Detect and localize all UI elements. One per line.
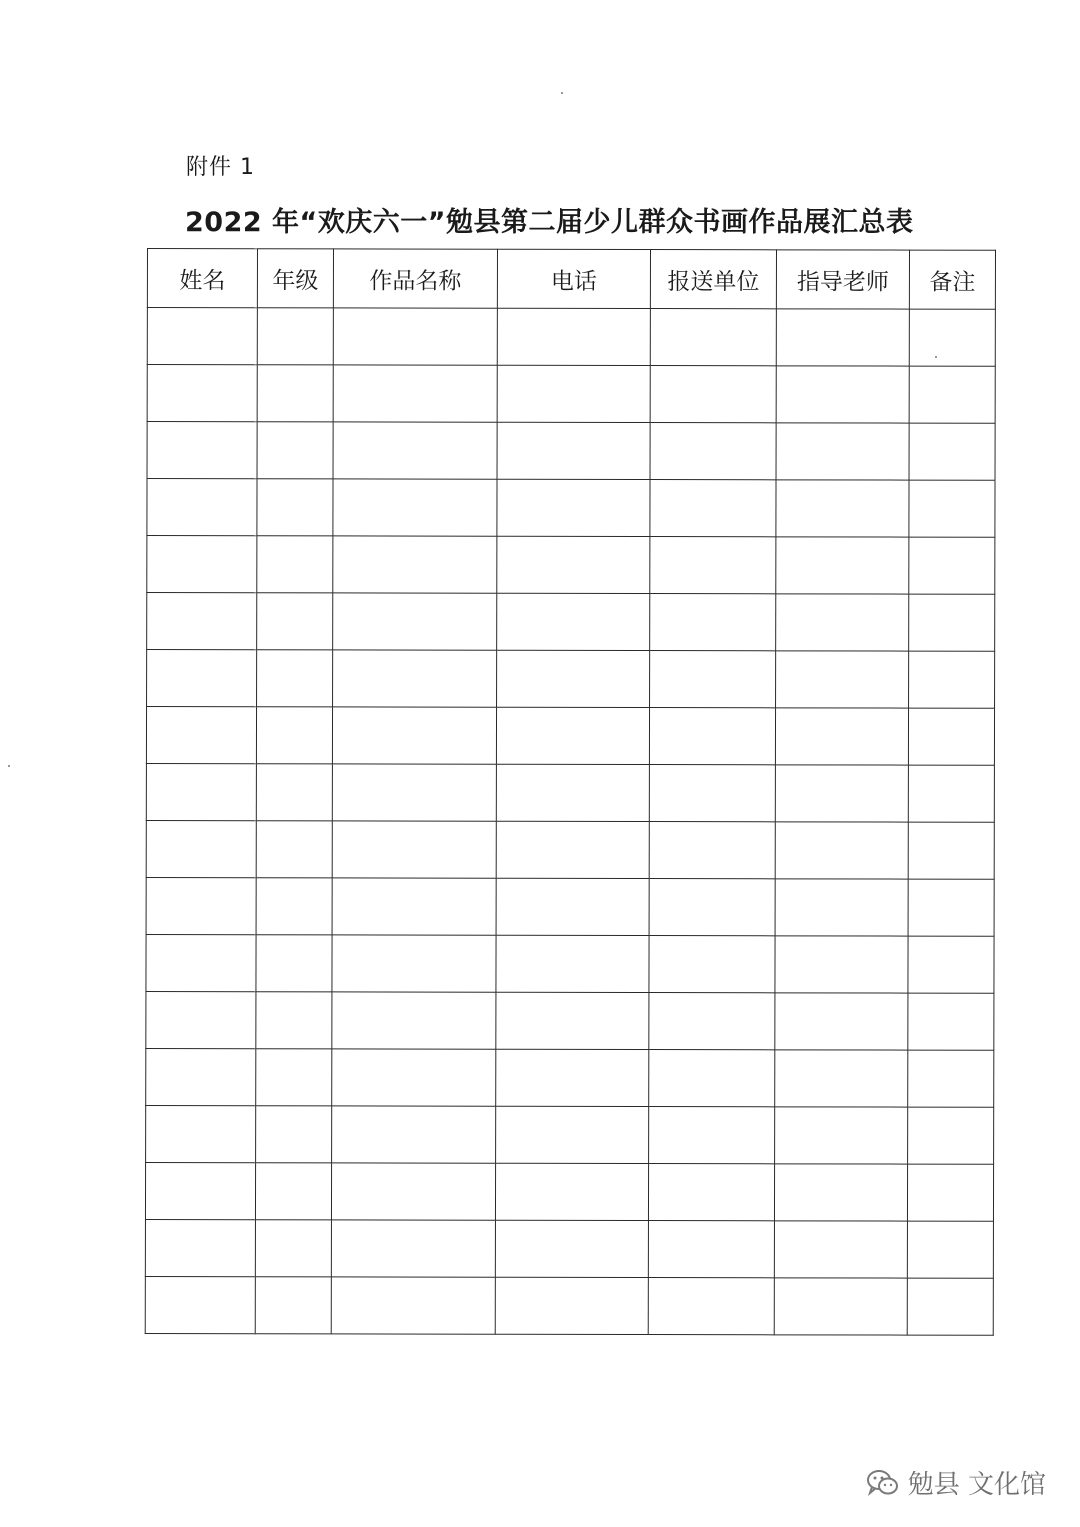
table-cell[interactable] (775, 879, 908, 936)
table-cell[interactable] (496, 821, 649, 878)
table-body (145, 308, 995, 1336)
table-cell[interactable] (332, 1106, 496, 1163)
table-cell[interactable] (775, 1050, 908, 1107)
table-cell[interactable] (256, 707, 332, 764)
table-cell[interactable] (257, 365, 333, 422)
table-cell[interactable] (496, 992, 649, 1049)
table-cell[interactable] (332, 764, 496, 821)
column-header-name: 姓名 (147, 249, 257, 308)
table-cell[interactable] (146, 763, 256, 820)
table-cell[interactable] (497, 650, 650, 707)
table-cell[interactable] (909, 594, 995, 651)
table-cell[interactable] (146, 991, 256, 1048)
table-row (146, 991, 994, 1050)
table-cell[interactable] (257, 593, 333, 650)
table-cell[interactable] (775, 936, 908, 993)
table-cell[interactable] (776, 537, 909, 594)
table-cell[interactable] (257, 422, 333, 479)
table-row (147, 365, 995, 424)
table-cell[interactable] (909, 309, 995, 366)
watermark-text: 勉县 文化馆 (907, 1470, 1046, 1500)
table-cell[interactable] (648, 1221, 774, 1278)
table-cell[interactable] (145, 1276, 255, 1333)
table-cell[interactable] (649, 993, 775, 1050)
table-cell[interactable] (146, 707, 256, 764)
table-cell[interactable] (147, 365, 257, 422)
table-cell[interactable] (497, 308, 650, 365)
table-cell[interactable] (495, 1220, 648, 1277)
table-cell[interactable] (775, 1107, 908, 1164)
table-cell[interactable] (147, 536, 257, 593)
table-cell[interactable] (145, 1162, 255, 1219)
table-row (146, 934, 994, 993)
table-cell[interactable] (145, 1219, 255, 1276)
table-cell[interactable] (909, 651, 995, 708)
table-cell[interactable] (256, 821, 332, 878)
table-cell[interactable] (648, 1278, 774, 1335)
table-cell[interactable] (907, 1164, 993, 1221)
table-cell[interactable] (774, 1278, 907, 1335)
table-cell[interactable] (255, 1220, 331, 1277)
table-row (145, 1219, 993, 1278)
table-cell[interactable] (256, 1106, 332, 1163)
table-cell[interactable] (497, 593, 650, 650)
table-cell[interactable] (776, 480, 909, 537)
table-cell[interactable] (497, 536, 650, 593)
table-row (146, 1048, 994, 1107)
scan-speck (561, 92, 563, 94)
table-cell[interactable] (776, 423, 909, 480)
table-cell[interactable] (255, 1277, 331, 1334)
page-title: 2022 年“欢庆六一”勉县第二届少儿群众书画作品展汇总表 (185, 207, 914, 238)
table-cell[interactable] (256, 878, 332, 935)
table-cell[interactable] (648, 1164, 774, 1221)
table-cell[interactable] (776, 309, 909, 366)
table-cell[interactable] (776, 594, 909, 651)
table-cell[interactable] (908, 936, 994, 993)
table-cell[interactable] (650, 537, 776, 594)
attachment-label: 附件 1 (186, 155, 255, 180)
table-cell[interactable] (333, 422, 497, 479)
table-cell[interactable] (907, 1221, 993, 1278)
table-cell[interactable] (650, 594, 776, 651)
table-cell[interactable] (649, 765, 775, 822)
table-cell[interactable] (332, 935, 496, 992)
table-cell[interactable] (908, 708, 994, 765)
table-cell[interactable] (908, 765, 994, 822)
table-cell[interactable] (497, 479, 650, 536)
table-cell[interactable] (146, 934, 256, 991)
table-cell[interactable] (650, 651, 776, 708)
table-cell[interactable] (331, 1277, 495, 1334)
scan-speck (935, 356, 937, 358)
table-cell[interactable] (496, 707, 649, 764)
table-row (147, 308, 995, 367)
table-cell[interactable] (147, 422, 257, 479)
table-cell[interactable] (496, 1049, 649, 1106)
table-row (147, 422, 995, 481)
table-cell[interactable] (649, 822, 775, 879)
table-cell[interactable] (495, 1163, 648, 1220)
table-cell[interactable] (497, 365, 650, 422)
table-cell[interactable] (650, 480, 776, 537)
table-cell[interactable] (146, 1105, 256, 1162)
table-row (147, 593, 995, 652)
table-cell[interactable] (256, 935, 332, 992)
table-cell[interactable] (333, 536, 497, 593)
table-row (145, 1276, 993, 1335)
watermark (866, 1464, 1046, 1501)
table-cell[interactable] (497, 422, 650, 479)
table-cell[interactable] (909, 480, 995, 537)
table-cell[interactable] (909, 423, 995, 480)
table-cell[interactable] (649, 936, 775, 993)
scan-speck (8, 765, 10, 767)
table-cell[interactable] (333, 365, 497, 422)
column-header-remarks: 备注 (909, 250, 995, 309)
table-cell[interactable] (776, 366, 909, 423)
table-cell[interactable] (257, 308, 333, 365)
table-cell[interactable] (496, 1106, 649, 1163)
table-cell[interactable] (147, 479, 257, 536)
table-row (147, 536, 995, 595)
table-cell[interactable] (908, 1050, 994, 1107)
table-cell[interactable] (333, 479, 497, 536)
table-cell[interactable] (909, 366, 995, 423)
table-cell[interactable] (256, 764, 332, 821)
table-cell[interactable] (909, 537, 995, 594)
table-cell[interactable] (332, 878, 496, 935)
table-cell[interactable] (650, 366, 776, 423)
table-row (147, 479, 995, 538)
table-cell[interactable] (775, 822, 908, 879)
table-row (146, 877, 994, 936)
table-cell[interactable] (333, 593, 497, 650)
table-cell[interactable] (649, 1107, 775, 1164)
column-header-work-title: 作品名称 (333, 249, 497, 308)
table-cell[interactable] (650, 309, 776, 366)
table-cell[interactable] (908, 993, 994, 1050)
table-cell[interactable] (496, 878, 649, 935)
table-cell[interactable] (774, 1221, 907, 1278)
table-cell[interactable] (332, 821, 496, 878)
table-cell[interactable] (775, 993, 908, 1050)
table-cell[interactable] (146, 820, 256, 877)
table-cell[interactable] (147, 593, 257, 650)
table-cell[interactable] (257, 650, 333, 707)
table-cell[interactable] (775, 765, 908, 822)
table-row (146, 707, 994, 766)
table-cell[interactable] (496, 935, 649, 992)
table-cell[interactable] (907, 1278, 993, 1335)
table-cell[interactable] (255, 1163, 331, 1220)
table-cell[interactable] (333, 650, 497, 707)
table-row (145, 1162, 993, 1221)
table-row (146, 820, 994, 879)
table-cell[interactable] (650, 423, 776, 480)
table-cell[interactable] (496, 764, 649, 821)
table-cell[interactable] (908, 822, 994, 879)
column-header-instructor: 指导老师 (776, 250, 909, 309)
table-cell[interactable] (146, 877, 256, 934)
column-header-grade: 年级 (257, 249, 333, 308)
table-cell[interactable] (649, 708, 775, 765)
table-cell[interactable] (331, 1163, 495, 1220)
table-cell[interactable] (333, 308, 497, 365)
column-header-phone: 电话 (497, 249, 650, 308)
table-cell[interactable] (775, 708, 908, 765)
table-row (147, 650, 995, 709)
table-cell[interactable] (257, 479, 333, 536)
table-cell[interactable] (147, 650, 257, 707)
table-cell[interactable] (146, 1048, 256, 1105)
column-header-submitting-unit: 报送单位 (650, 250, 776, 309)
table-cell[interactable] (649, 879, 775, 936)
table-cell[interactable] (256, 992, 332, 1049)
table-cell[interactable] (147, 308, 257, 365)
table-cell[interactable] (908, 879, 994, 936)
table-cell[interactable] (495, 1277, 648, 1334)
table-cell[interactable] (332, 707, 496, 764)
wechat-icon (866, 1468, 900, 1498)
table-row (146, 1105, 994, 1164)
table-cell[interactable] (332, 992, 496, 1049)
table-cell[interactable] (649, 1050, 775, 1107)
table-cell[interactable] (257, 536, 333, 593)
table-cell[interactable] (331, 1220, 495, 1277)
table-cell[interactable] (774, 1164, 907, 1221)
table-cell[interactable] (256, 1049, 332, 1106)
summary-table (145, 248, 996, 1336)
table-cell[interactable] (908, 1107, 994, 1164)
table-cell[interactable] (332, 1049, 496, 1106)
table-header-row (147, 249, 995, 310)
table-cell[interactable] (776, 651, 909, 708)
table-row (146, 763, 994, 822)
